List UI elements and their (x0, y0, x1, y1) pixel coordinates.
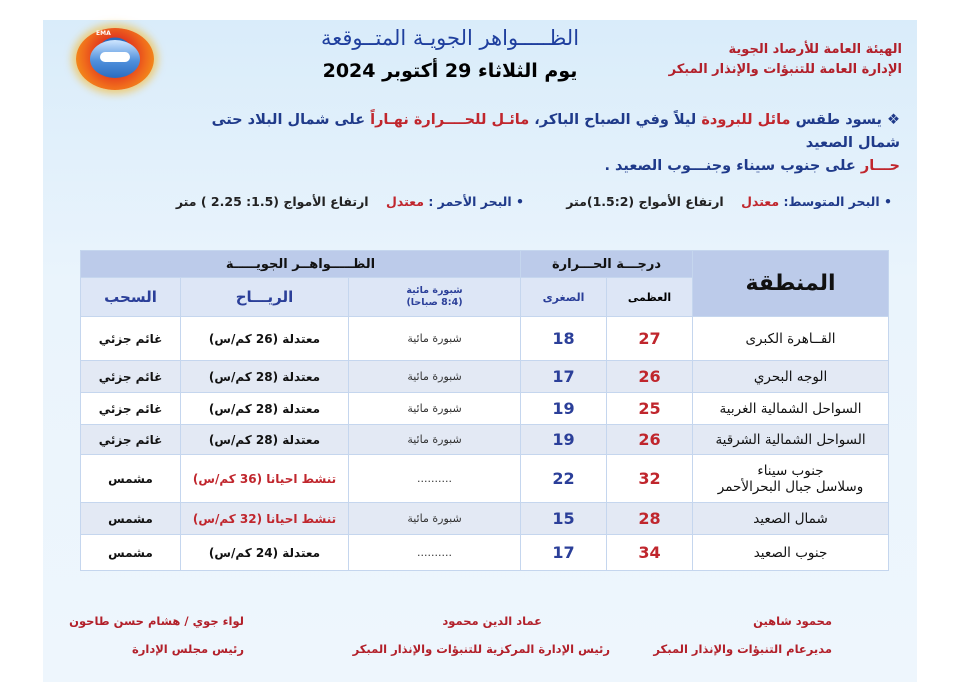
weather-summary (175, 109, 900, 178)
min-temp-cell: 17 (521, 535, 607, 571)
region-header: المنطقة (693, 251, 889, 317)
region-cell: القــاهرة الكبرى (693, 317, 889, 361)
fog-cell: شبورة مائية (349, 503, 521, 535)
min-temp-cell: 22 (521, 455, 607, 503)
max-temp-cell: 34 (607, 535, 693, 571)
clouds-cell: غائم جزئي (81, 361, 181, 393)
region-cell: الوجه البحري (693, 361, 889, 393)
max-temp-header: العظمى (607, 278, 693, 317)
wave-height: ارتفاع الأمواج (1.5: 2.25 ) متر (175, 194, 369, 209)
table-row (81, 503, 889, 535)
mediterranean-sea-status: • البحر المتوسط: معتدل ارتفاع الأمواج (1.5:2)متر (566, 194, 892, 209)
clouds-cell: مشمس (81, 535, 181, 571)
region-cell: جنوب الصعيد (693, 535, 889, 571)
fog-cell: .......... (349, 455, 521, 503)
max-temp-cell: 25 (607, 393, 693, 425)
fog-cell: .......... (349, 535, 521, 571)
max-temp-cell: 26 (607, 425, 693, 455)
region-line: وسلاسل جبال البحرالأحمر (717, 478, 864, 495)
wind-cell: معتدلة (28 كم/س) (181, 393, 349, 425)
table-row (81, 455, 889, 503)
sea-state: معتدل (741, 194, 780, 209)
wind-cell: معتدلة (28 كم/س) (181, 361, 349, 393)
red-sea-status: • البحر الأحمر : معتدل ارتفاع الأمواج (1.5: 2.25 ) متر (175, 194, 524, 209)
fog-cell: شبورة مائية (349, 317, 521, 361)
ema-logo (76, 28, 154, 90)
table-row (81, 425, 889, 455)
summary-highlight: مائل للبرودة (701, 112, 791, 128)
summary-part: يسود طقس (795, 112, 882, 128)
summary-part: على جنوب سيناء وجنـــوب الصعيد . (604, 158, 856, 174)
wind-cell: معتدلة (28 كم/س) (181, 425, 349, 455)
signature-name: لواء جوي / هشام حسن طاحون (69, 614, 244, 628)
phenomena-header: الظـــــواهــر الجويـــــة (81, 251, 521, 278)
sea-label: البحر المتوسط: (783, 194, 880, 209)
region-cell (693, 455, 889, 503)
max-temp-cell: 27 (607, 317, 693, 361)
forecast-date: يوم الثلاثاء 29 أكتوبر 2024 (322, 60, 578, 82)
sea-state: معتدل (386, 194, 424, 209)
min-temp-header: الصغرى (521, 278, 607, 317)
department-name: الإدارة العامة للتنبؤات والإنذار المبكر (668, 62, 902, 77)
sea-label: البحر الأحمر : (428, 194, 512, 209)
clouds-cell: غائم جزئي (81, 425, 181, 455)
fog-header (349, 278, 521, 317)
fog-cell: شبورة مائية (349, 361, 521, 393)
signature-name: عماد الدين محمود (442, 614, 542, 628)
max-temp-cell: 32 (607, 455, 693, 503)
clouds-cell: غائم جزئي (81, 317, 181, 361)
region-cell: السواحل الشمالية الشرقية (693, 425, 889, 455)
region-line: جنوب سيناء (757, 462, 824, 479)
temperature-header: درجـــة الحـــرارة (521, 251, 693, 278)
min-temp-cell: 19 (521, 425, 607, 455)
fog-header-label: شبورة مائية (406, 285, 463, 296)
signature-title: رئيس الإدارة المركزية للتنبؤات والإنذار المبكر (352, 642, 610, 656)
wave-height: ارتفاع الأمواج (1.5:2)متر (566, 194, 724, 209)
region-cell: السواحل الشمالية الغربية (693, 393, 889, 425)
summary-part: على شمال البلاد حتى شمال الصعيد (211, 112, 900, 151)
signature-name: محمود شاهين (753, 614, 832, 628)
summary-part: ليلاً وفي الصباح الباكر، (534, 112, 697, 128)
fog-header-time: (8:4 صباحا) (406, 297, 463, 308)
signature-title: مديرعام التنبؤات والإنذار المبكر (653, 642, 832, 656)
fog-cell: شبورة مائية (349, 393, 521, 425)
signature-title: رئيس مجلس الإدارة (131, 642, 244, 656)
table-row (81, 535, 889, 571)
logo-sky (90, 40, 140, 78)
table-row (81, 317, 889, 361)
page-title: الظـــــواهر الجويـة المتــوقعة (320, 26, 580, 50)
table-row (81, 393, 889, 425)
wind-cell: تنشط احيانا (32 كم/س) (181, 503, 349, 535)
summary-highlight: حـــار (860, 158, 900, 174)
cloud-icon (100, 52, 130, 62)
table-row (81, 361, 889, 393)
min-temp-cell: 18 (521, 317, 607, 361)
wind-cell: معتدلة (26 كم/س) (181, 317, 349, 361)
clouds-cell: غائم جزئي (81, 393, 181, 425)
wind-cell: معتدلة (24 كم/س) (181, 535, 349, 571)
forecast-table (80, 250, 889, 571)
region-cell: شمال الصعيد (693, 503, 889, 535)
clouds-cell: مشمس (81, 503, 181, 535)
wind-header: الريـــاح (181, 278, 349, 317)
max-temp-cell: 26 (607, 361, 693, 393)
min-temp-cell: 15 (521, 503, 607, 535)
authority-name: الهيئة العامة للأرصاد الجوية (728, 42, 902, 57)
summary-bullet: ❖ (887, 112, 900, 128)
summary-highlight: مائـل للحــــرارة نهـاراً (370, 112, 530, 128)
fog-cell: شبورة مائية (349, 425, 521, 455)
clouds-cell: مشمس (81, 455, 181, 503)
logo-text: EMA (96, 30, 111, 37)
min-temp-cell: 19 (521, 393, 607, 425)
max-temp-cell: 28 (607, 503, 693, 535)
clouds-header: السحب (81, 278, 181, 317)
wind-cell: تنشط احيانا (36 كم/س) (181, 455, 349, 503)
min-temp-cell: 17 (521, 361, 607, 393)
